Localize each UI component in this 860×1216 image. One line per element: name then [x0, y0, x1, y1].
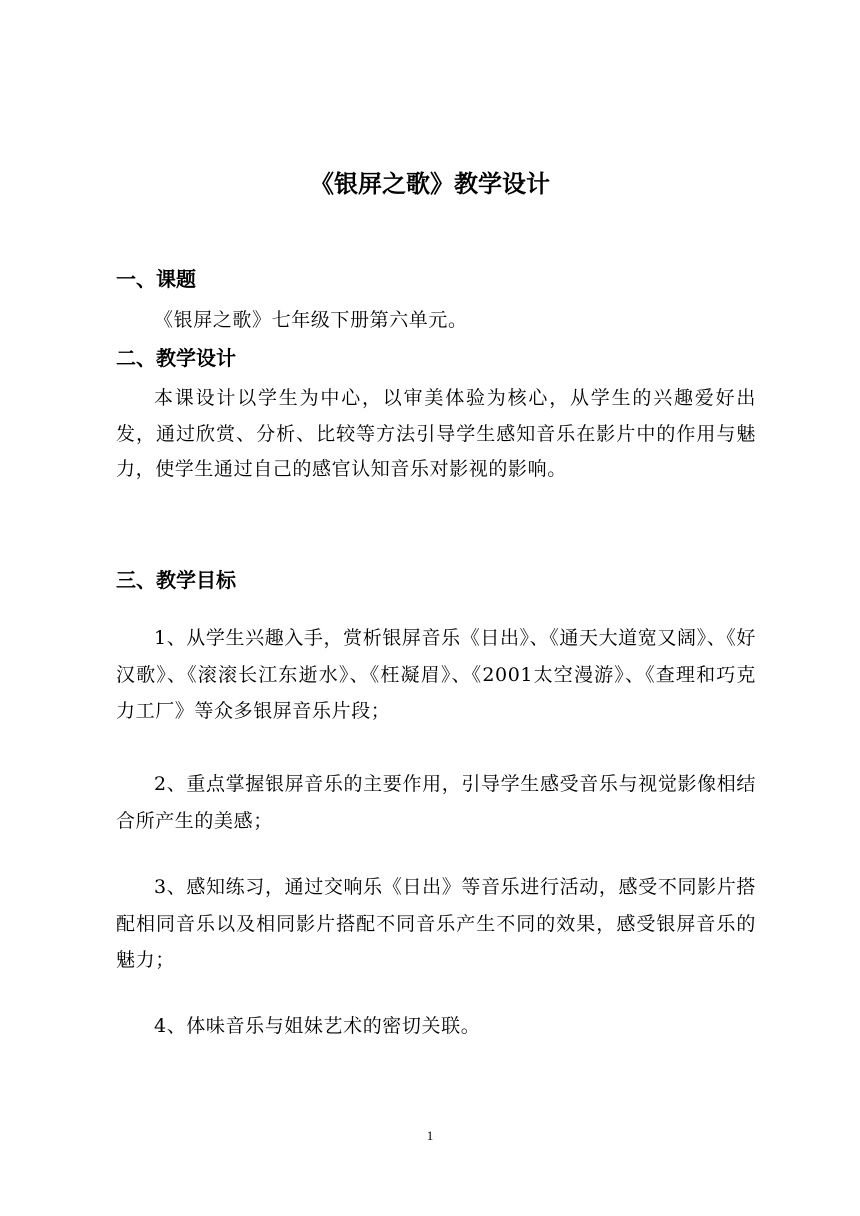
section-heading-teaching-goals: 三、教学目标 [116, 568, 236, 592]
goal-item-2: 2、重点掌握银屏音乐的主要作用，引导学生感受音乐与视觉影像相结合所产生的美感； [116, 773, 756, 832]
topic-paragraph: 《银屏之歌》七年级下册第六单元。 [154, 309, 468, 331]
goal-item-4: 4、体味音乐与姐妹艺术的密切关联。 [154, 1015, 481, 1037]
section-heading-topic: 一、课题 [116, 267, 196, 291]
goal-item-3: 3、感知练习，通过交响乐《日出》等音乐进行活动，感受不同影片搭配相同音乐以及相同影片搭配不同音乐产生不同的效果，感受银屏音乐的魅力； [116, 876, 756, 971]
page-number: 1 [426, 1128, 434, 1143]
section-heading-teaching-design: 二、教学设计 [116, 346, 236, 370]
goal-item-1: 1、从学生兴趣入手，赏析银屏音乐《日出》、《通天大道宽又阔》、《好汉歌》、《滚滚长江东逝水》、《枉凝眉》、《2001太空漫游》、《查理和巧克力工厂》等众多银屏音乐片段； [116, 627, 756, 722]
teaching-design-paragraph: 本课设计以学生为中心，以审美体验为核心，从学生的兴趣爱好出发，通过欣赏、分析、比较等方法引导学生感知音乐在影片中的作用与魅力，使学生通过自己的感官认知音乐对影视的影响。 [116, 387, 756, 480]
document-title: 《银屏之歌》教学设计 [310, 170, 550, 198]
